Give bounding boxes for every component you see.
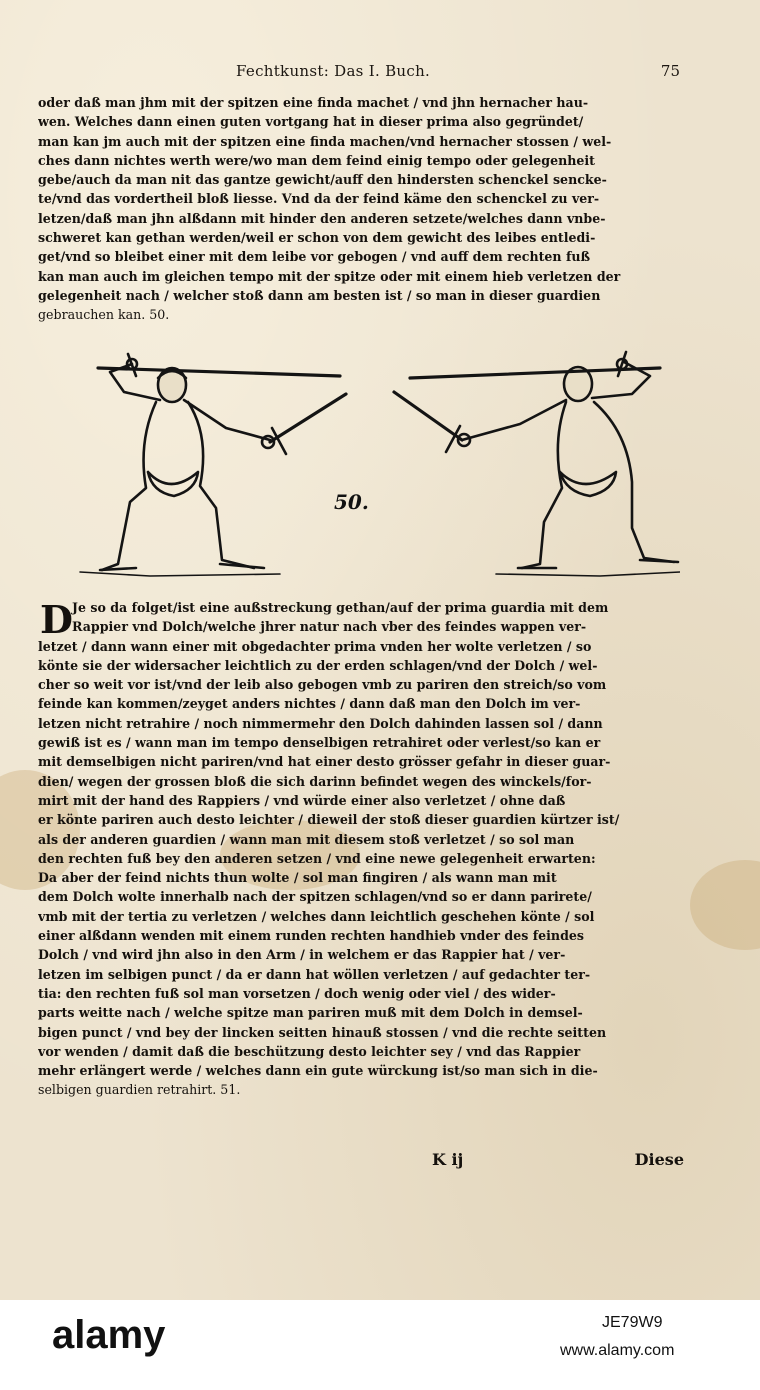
text-line: ches dann nichtes werth were/wo man dem feind einig tempo oder gelegenheit [38, 152, 596, 168]
right-fencer-rapier [410, 352, 660, 378]
stock-photo-bar [0, 1300, 760, 1390]
stock-url: www.alamy.com [560, 1342, 675, 1359]
text-line: gelegenheit nach / welcher stoß dann am besten ist / so man in dieser guardien [38, 287, 601, 303]
text-line: man kan jm auch mit der spitzen eine finda machen/vnd hernacher stossen / wel- [38, 133, 612, 149]
paragraph-bottom [38, 598, 682, 1100]
text-line: letzen nicht retrahire / noch nimmermehr den Dolch dahinden lassen sol / dann [38, 715, 603, 731]
text-line: mirt mit der hand des Rappiers / vnd würde einer also verletzet / ohne daß [38, 792, 566, 808]
text-line: schweret kan gethan werden/weil er schon von dem gewicht des leibes entledi- [38, 230, 596, 246]
right-fencer-dagger [394, 392, 470, 452]
text-line: dem Dolch wolte innerhalb nach der spitzen schlagen/vnd so er dann parirete/ [38, 889, 592, 905]
text-line: dien/ wegen der grossen bloß die sich darinn befindet wegen des winckels/for- [38, 773, 592, 789]
stock-image-id: JE79W9 [602, 1314, 663, 1331]
text-line: Rappier vnd Dolch/welche jhrer natur nach vber des feindes wappen ver- [72, 619, 587, 635]
text-line: gebrauchen kan. 50. [38, 307, 170, 323]
paragraph-top [38, 93, 682, 325]
text-line: mit demselbigen nicht pariren/vnd hat einer desto grösser gefahr in dieser guar- [38, 754, 611, 770]
text-line: gewiß ist es / wann man im tempo denselbigen retrahiret oder verlest/so kan er [38, 735, 601, 751]
text-line: get/vnd so bleibet einer mit dem leibe vor gebogen / vnd auff dem rechten fuß [38, 249, 591, 265]
left-fencer-rapier [98, 354, 340, 376]
left-fencer-figure [100, 364, 270, 570]
page-footer [40, 1150, 684, 1174]
text-line: cher so weit vor ist/vnd der leib also gebogen vmb zu pariren den streich/so vom [38, 677, 607, 693]
text-line: letzet / dann wann einer mit obgedachter prima vnden her wolte verletzen / so [38, 638, 592, 654]
text-line: mehr erlängert werde / welches dann ein gute würckung ist/so man sich in die- [38, 1063, 598, 1079]
figure-number: 50. [334, 490, 369, 514]
text-line: gebe/auch da man nit das gantze gewicht/auff den hindersten schenckel sencke- [38, 172, 607, 188]
left-fencer-dagger [262, 394, 346, 454]
catchword: Diese [634, 1150, 684, 1169]
text-line: Da aber der feind nichts thun wolte / sol man fingiren / als wann man mit [38, 870, 557, 886]
paper-stain [690, 860, 760, 950]
text-line: vmb mit der tertia zu verletzen / welches dann leichtlich geschehen könte / sol [38, 908, 595, 924]
text-line: er könte pariren auch desto leichter / dieweil der stoß dieser guardien kürtzer ist/ [38, 812, 620, 828]
text-line: selbigen guardien retrahirt. 51. [38, 1082, 241, 1098]
signature-mark: K ij [432, 1150, 464, 1169]
text-line: parts weitte nach / welche spitze man pariren muß mit dem Dolch in demsel- [38, 1005, 583, 1021]
text-line: Dolch / vnd wird jhn also in den Arm / in welchem er das Rappier hat / ver- [38, 947, 566, 963]
text-line: letzen/daß man jhn alßdann mit hinder den anderen setzete/welches dann vnbe- [38, 210, 606, 226]
text-line: feinde kan kommen/zeyget anders nichtes / dann daß man den Dolch im ver- [38, 696, 581, 712]
text-line: Je so da folget/ist eine außstreckung gethan/auf der prima guardia mit dem [72, 600, 609, 615]
running-title: Fechtkunst: Das I. Buch. [236, 62, 431, 80]
page-header [40, 62, 680, 84]
text-line: te/vnd das vordertheil bloß liesse. Vnd da der feind käme den schenckel zu ver- [38, 191, 600, 207]
right-fencer-figure [462, 362, 678, 568]
text-line: kan man auch im gleichen tempo mit der spitze oder mit einem hieb verletzen der [38, 268, 621, 284]
text-line: den rechten fuß bey den anderen setzen / vnd eine newe gelegenheit erwarten: [38, 850, 596, 866]
text-line: als der anderen guardien / wann man mit diesem stoß verletzet / so sol man [38, 831, 575, 847]
fencers-woodcut [40, 332, 680, 588]
stock-logo: alamy [52, 1313, 166, 1357]
drop-cap: D [40, 597, 73, 642]
text-line: letzen im selbigen punct / da er dann hat wöllen verletzen / auf gedachter ter- [38, 966, 591, 982]
text-line: oder daß man jhm mit der spitzen eine finda machet / vnd jhn hernacher hau- [38, 95, 589, 110]
text-line: könte sie der widersacher leichtlich zu der erden schlagen/vnd der Dolch / wel- [38, 657, 598, 673]
page-number: 75 [660, 62, 680, 80]
text-line: bigen punct / vnd bey der lincken seitten hinauß stossen / vnd die rechte seitten [38, 1024, 607, 1040]
text-line: einer alßdann wenden mit einem runden rechten handhieb vnder des feindes [38, 928, 584, 944]
text-line: wen. Welches dann einen guten vortgang hat in dieser prima also gegründet/ [38, 114, 584, 130]
text-line: tia: den rechten fuß sol man vorsetzen / doch wenig oder viel / des wider- [38, 985, 556, 1001]
text-line: vor wenden / damit daß die beschützung desto leichter sey / vnd das Rappier [38, 1043, 581, 1059]
woodcut-illustration [40, 332, 680, 588]
